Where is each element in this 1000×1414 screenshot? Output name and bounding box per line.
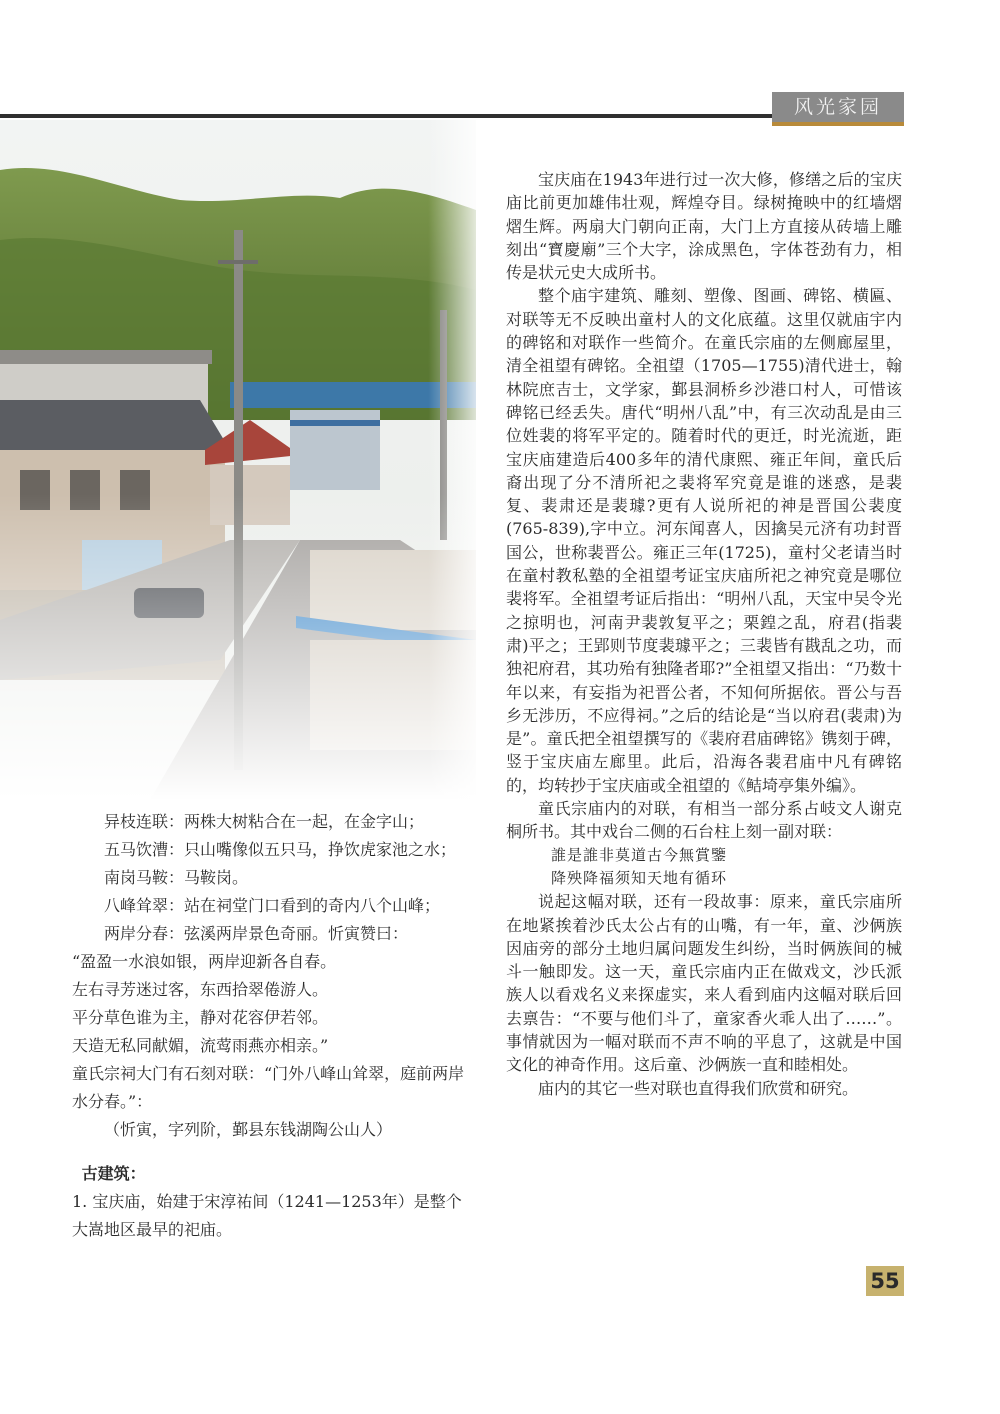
poem-line-3: 平分草色谁为主，静对花容伊若邻。 [72,1008,329,1027]
body-paragraph-1: 宝庆庙在1943年进行过一次大修，修缮之后的宝庆庙比前更加雄伟壮观，辉煌夺目。绿树掩映中的红墙熠熠生辉。两扇大门朝向正南，大门上方直接从砖墙上雕刻出“寶慶廟”三个大字，涂成黑色，字体苍劲有力，相传是状元史大成所书。 [506,170,902,283]
poem-line-4: 天造无私同献媚，流莺雨燕亦相亲。” [72,1036,329,1055]
scenic-item-4: 八峰耸翠：站在祠堂门口看到的奇内八个山峰； [104,896,441,915]
header-rule [0,114,772,118]
body-paragraph-5: 庙内的其它一些对联也直得我们欣赏和研究。 [538,1078,859,1098]
couplet-line-2: 降殃降福须知天地有循环 [551,868,728,887]
body-paragraph-4: 说起这幅对联，还有一段故事：原来，童氏宗庙所在地紧挨着沙氏太公占有的山嘴，有一年，童、沙俩族因庙旁的部分土地归属问题发生纠纷，当时俩族间的械斗一触即发。这一天，童氏宗庙内正在做戏文，沙氏派族人以看戏名义来探虚实，来人看到庙内这幅对联后回去禀告：“不要与他们斗了，童家香火乖人出了……”。事情就因为一幅对联而不声不响的平息了，这就是中国文化的神奇作用。这后童、沙俩族一直和睦相处。 [506,892,902,1075]
poem-line-1: “盈盈一水浪如银，两岸迎新各自春。 [72,952,337,971]
scenic-item-2: 五马饮漕：只山嘴像似五只马，挣饮虎家池之水； [104,840,457,859]
body-paragraph-3: 童氏宗庙内的对联，有相当一部分系占岐文人谢克桐所书。其中戏台二侧的石台柱上刻一副对联： [506,799,902,842]
scenic-item-5: 两岸分春：弦溪两岸景色奇丽。忻寅赞曰： [104,924,409,943]
left-column [72,808,472,1244]
village-street-photo [0,120,476,800]
section-heading: 古建筑： [81,1164,146,1183]
right-column [506,168,902,1100]
page-number: 55 [866,1266,904,1296]
body-paragraph-2: 整个庙宇建筑、雕刻、塑像、图画、碑铭、横匾、对联等无不反映出童村人的文化底蕴。这里仅就庙宇内的碑铭和对联作一些简介。在童氏宗庙的左侧廊屋里，清全祖望有碑铭。全祖望（1705—1755)清代进士，翰林院庶吉士，文学家，鄞县洞桥乡沙港口村人，可惜该碑铭已经丢失。唐代“明州八乱”中，有三次动乱是由三位姓裴的将军平定的。随着时代的更迁，时光流逝，距宝庆庙建造后400多年的清代康熙、雍正年间，童氏后裔出现了分不清所祀之裴将军究竟是谁的迷惑，是裴复、裴肃还是裴璩?更有人说所祀的神是晋国公裴度(765-839),字中立。河东闻喜人，因擒吴元济有功封晋国公，世称裴晋公。雍正三年(1725)，童村父老请当时在童村教私塾的全祖望考证宝庆庙所祀之神究竟是哪位裴将军。全祖望考证后指出：“明州八乱，天宝中吴令光之掠明也，河南尹裴敦复平之；栗鍠之乱，府君(指裴肃)平之；王郢则节度裴璩平之；三裴皆有戡乱之功，而独祀府君，其功殆有独隆者耶?”全祖望又指出：“乃数十年以来，有妄指为祀晋公者，不知何所据依。晋公与吾乡无涉历，不应得祠。”之后的结论是“当以府君(裴肃)为是”。童氏把全祖望撰写的《裴府君庙碑铭》镌刻于碑，竖于宝庆庙左廊里。此后，沿海各裴君庙中凡有碑铭的，均转抄于宝庆庙或全祖望的《鲒埼亭集外编》。 [506,286,902,795]
author-note: （忻寅，字列阶，鄞县东钱湖陶公山人） [104,1120,393,1139]
scenic-item-1: 异枝连联：两株大树粘合在一起，在金字山； [104,812,425,831]
section-tab: 风光家园 [772,92,904,122]
couplet-line-1: 誰是誰非莫道古今無賞鑒 [551,845,728,864]
list-item-1: 1. 宝庆庙，始建于宋淳祐间（1241—1253年）是整个大嵩地区最早的祀庙。 [72,1192,462,1239]
couplet-paragraph: 童氏宗祠大门有石刻对联：“门外八峰山耸翠，庭前两岸水分春。”： [72,1064,465,1111]
scenic-item-3: 南岗马鞍：马鞍岗。 [104,868,249,887]
poem-line-2: 左右寻芳迷过客，东西拾翠倦游人。 [72,980,329,999]
